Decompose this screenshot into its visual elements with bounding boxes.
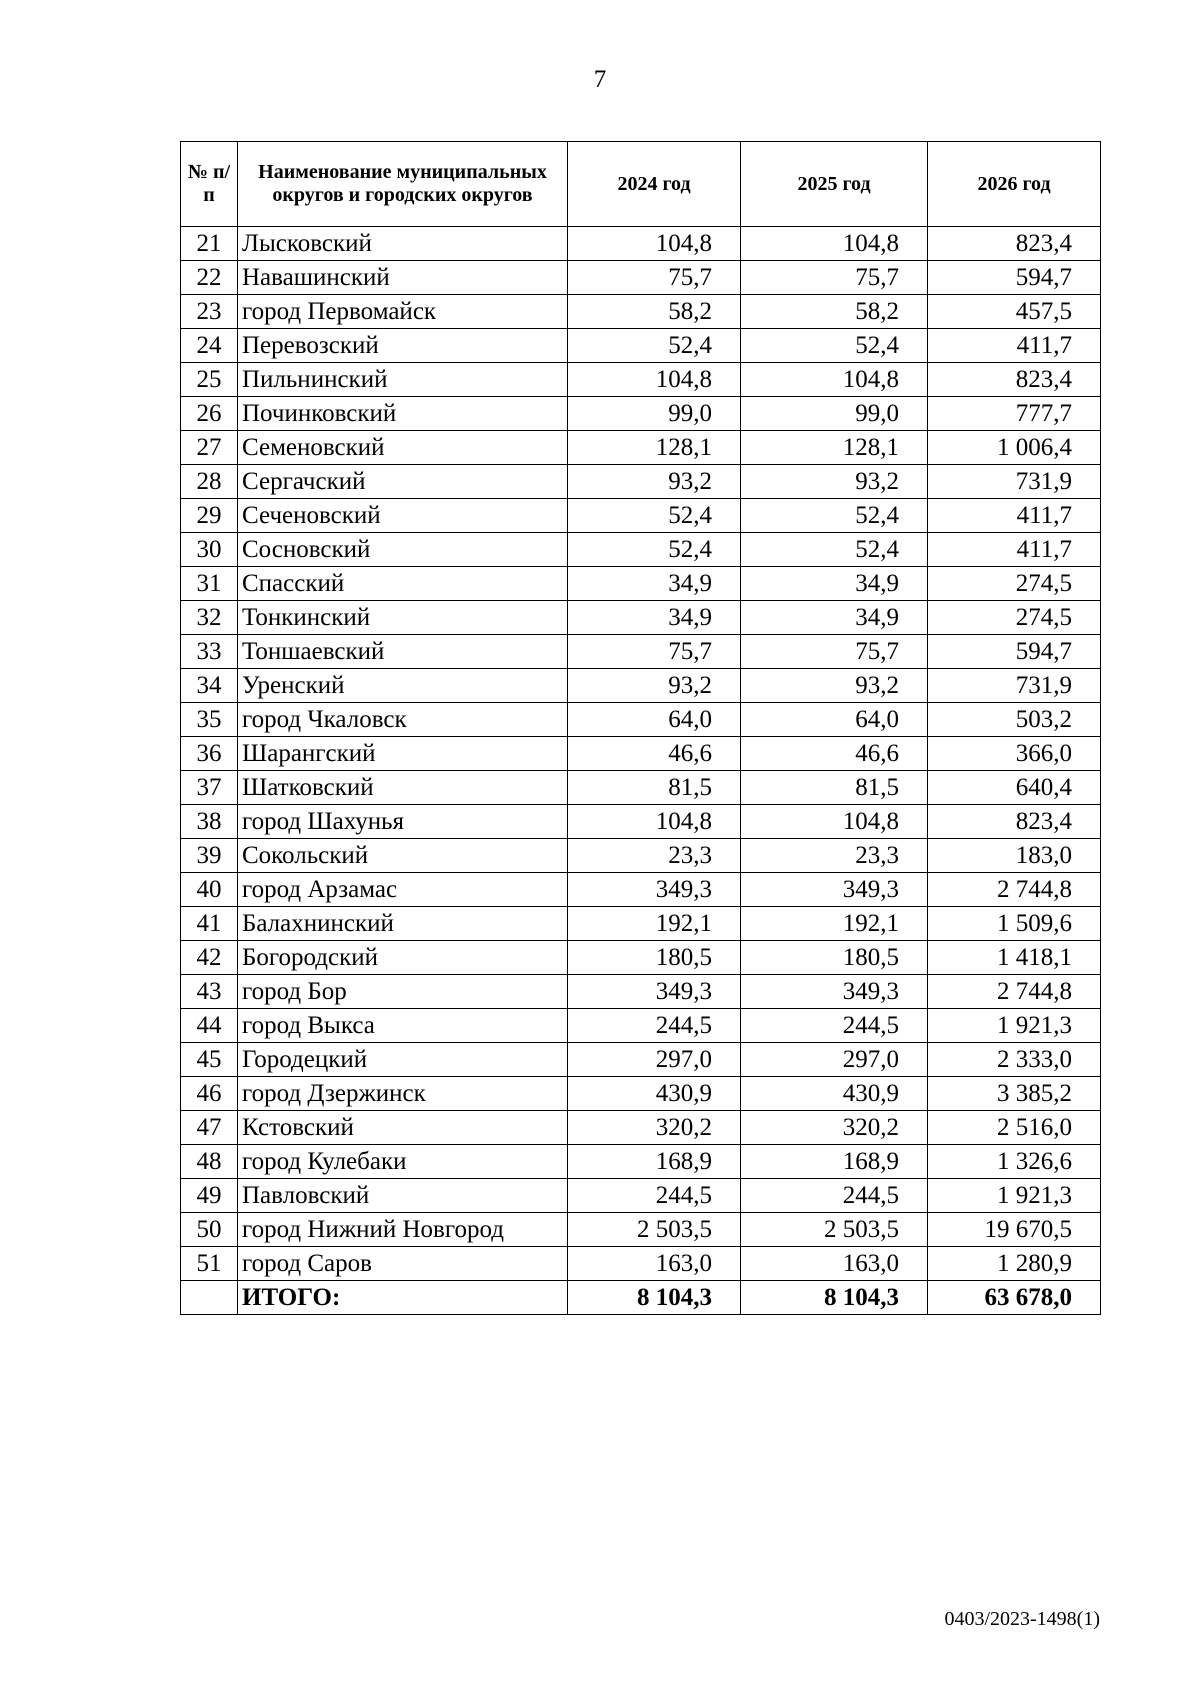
row-number: 36 (181, 737, 238, 771)
value-2026: 594,7 (928, 635, 1101, 669)
header-2026: 2026 год (928, 142, 1101, 227)
row-number: 47 (181, 1111, 238, 1145)
value-2024: 2 503,5 (568, 1213, 741, 1247)
value-2026: 1 280,9 (928, 1247, 1101, 1281)
value-2025: 128,1 (741, 431, 928, 465)
table-row (181, 635, 1101, 669)
value-2024: 52,4 (568, 533, 741, 567)
row-number: 45 (181, 1043, 238, 1077)
table-row (181, 499, 1101, 533)
value-2024: 320,2 (568, 1111, 741, 1145)
value-2025: 2 503,5 (741, 1213, 928, 1247)
row-number: 24 (181, 329, 238, 363)
value-2026: 1 509,6 (928, 907, 1101, 941)
table-header-row (181, 142, 1101, 227)
district-name: город Первомайск (238, 295, 568, 329)
district-name: город Кулебаки (238, 1145, 568, 1179)
value-2026: 1 418,1 (928, 941, 1101, 975)
value-2025: 46,6 (741, 737, 928, 771)
value-2025: 168,9 (741, 1145, 928, 1179)
row-number: 51 (181, 1247, 238, 1281)
district-name: Сосновский (238, 533, 568, 567)
row-number: 48 (181, 1145, 238, 1179)
value-2025: 430,9 (741, 1077, 928, 1111)
row-number: 23 (181, 295, 238, 329)
value-2025: 349,3 (741, 873, 928, 907)
value-2025: 52,4 (741, 499, 928, 533)
value-2026: 183,0 (928, 839, 1101, 873)
value-2024: 163,0 (568, 1247, 741, 1281)
district-name: Спасский (238, 567, 568, 601)
total-2024: 8 104,3 (568, 1281, 741, 1315)
value-2024: 75,7 (568, 261, 741, 295)
value-2026: 1 326,6 (928, 1145, 1101, 1179)
table-row (181, 465, 1101, 499)
row-number: 40 (181, 873, 238, 907)
district-name: Навашинский (238, 261, 568, 295)
table-row (181, 397, 1101, 431)
value-2024: 34,9 (568, 567, 741, 601)
value-2024: 81,5 (568, 771, 741, 805)
value-2025: 192,1 (741, 907, 928, 941)
table-row (181, 533, 1101, 567)
table-row (181, 363, 1101, 397)
row-number: 37 (181, 771, 238, 805)
row-number: 43 (181, 975, 238, 1009)
value-2025: 163,0 (741, 1247, 928, 1281)
district-name: Лысковский (238, 227, 568, 261)
header-name: Наименование муниципальных округов и городских округов (238, 142, 568, 227)
value-2024: 104,8 (568, 227, 741, 261)
total-num-cell (181, 1281, 238, 1315)
table-row (181, 601, 1101, 635)
row-number: 35 (181, 703, 238, 737)
table-row (181, 1145, 1101, 1179)
table-body (181, 227, 1101, 1281)
value-2026: 411,7 (928, 329, 1101, 363)
value-2025: 64,0 (741, 703, 928, 737)
row-number: 34 (181, 669, 238, 703)
page-number: 7 (593, 66, 607, 93)
budget-table (180, 141, 1101, 1315)
table-row (181, 771, 1101, 805)
row-number: 46 (181, 1077, 238, 1111)
row-number: 42 (181, 941, 238, 975)
value-2025: 93,2 (741, 465, 928, 499)
value-2026: 640,4 (928, 771, 1101, 805)
value-2025: 104,8 (741, 227, 928, 261)
district-name: город Чкаловск (238, 703, 568, 737)
district-name: Городецкий (238, 1043, 568, 1077)
district-name: город Шахунья (238, 805, 568, 839)
value-2024: 99,0 (568, 397, 741, 431)
district-name: город Выкса (238, 1009, 568, 1043)
header-2025: 2025 год (741, 142, 928, 227)
value-2025: 297,0 (741, 1043, 928, 1077)
district-name: Тонкинский (238, 601, 568, 635)
table-row (181, 737, 1101, 771)
value-2026: 411,7 (928, 499, 1101, 533)
district-name: Пильнинский (238, 363, 568, 397)
table-row (181, 295, 1101, 329)
value-2025: 244,5 (741, 1179, 928, 1213)
value-2024: 128,1 (568, 431, 741, 465)
value-2024: 104,8 (568, 805, 741, 839)
value-2026: 2 516,0 (928, 1111, 1101, 1145)
row-number: 32 (181, 601, 238, 635)
district-name: город Арзамас (238, 873, 568, 907)
value-2026: 823,4 (928, 227, 1101, 261)
value-2026: 274,5 (928, 567, 1101, 601)
value-2024: 52,4 (568, 329, 741, 363)
value-2026: 503,2 (928, 703, 1101, 737)
district-name: Богородский (238, 941, 568, 975)
value-2025: 104,8 (741, 805, 928, 839)
row-number: 22 (181, 261, 238, 295)
row-number: 25 (181, 363, 238, 397)
value-2025: 81,5 (741, 771, 928, 805)
row-number: 28 (181, 465, 238, 499)
table-row (181, 261, 1101, 295)
value-2024: 58,2 (568, 295, 741, 329)
district-name: Тоншаевский (238, 635, 568, 669)
total-row (181, 1281, 1101, 1315)
total-2025: 8 104,3 (741, 1281, 928, 1315)
row-number: 44 (181, 1009, 238, 1043)
value-2026: 1 921,3 (928, 1179, 1101, 1213)
value-2024: 75,7 (568, 635, 741, 669)
value-2024: 23,3 (568, 839, 741, 873)
table-row (181, 907, 1101, 941)
value-2026: 274,5 (928, 601, 1101, 635)
value-2024: 180,5 (568, 941, 741, 975)
district-name: Сеченовский (238, 499, 568, 533)
table-row (181, 431, 1101, 465)
value-2024: 430,9 (568, 1077, 741, 1111)
total-2026: 63 678,0 (928, 1281, 1101, 1315)
value-2024: 192,1 (568, 907, 741, 941)
table-row (181, 1111, 1101, 1145)
district-name: Шатковский (238, 771, 568, 805)
value-2026: 823,4 (928, 363, 1101, 397)
row-number: 50 (181, 1213, 238, 1247)
table-row (181, 1247, 1101, 1281)
table-row (181, 1009, 1101, 1043)
row-number: 38 (181, 805, 238, 839)
header-2024: 2024 год (568, 142, 741, 227)
value-2026: 3 385,2 (928, 1077, 1101, 1111)
row-number: 49 (181, 1179, 238, 1213)
value-2024: 52,4 (568, 499, 741, 533)
district-name: Сергачский (238, 465, 568, 499)
table-row (181, 975, 1101, 1009)
value-2026: 2 333,0 (928, 1043, 1101, 1077)
row-number: 27 (181, 431, 238, 465)
value-2024: 46,6 (568, 737, 741, 771)
district-name: Шарангский (238, 737, 568, 771)
value-2025: 52,4 (741, 533, 928, 567)
row-number: 31 (181, 567, 238, 601)
table-row (181, 1043, 1101, 1077)
value-2026: 2 744,8 (928, 873, 1101, 907)
header-num: № п/п (181, 142, 238, 227)
value-2026: 594,7 (928, 261, 1101, 295)
table-row (181, 941, 1101, 975)
value-2024: 297,0 (568, 1043, 741, 1077)
row-number: 33 (181, 635, 238, 669)
value-2025: 104,8 (741, 363, 928, 397)
district-name: Семеновский (238, 431, 568, 465)
table-row (181, 669, 1101, 703)
district-name: Сокольский (238, 839, 568, 873)
district-name: Балахнинский (238, 907, 568, 941)
row-number: 26 (181, 397, 238, 431)
row-number: 41 (181, 907, 238, 941)
value-2024: 244,5 (568, 1179, 741, 1213)
value-2026: 731,9 (928, 465, 1101, 499)
value-2025: 180,5 (741, 941, 928, 975)
value-2024: 244,5 (568, 1009, 741, 1043)
table-row (181, 873, 1101, 907)
district-name: город Нижний Новгород (238, 1213, 568, 1247)
value-2025: 52,4 (741, 329, 928, 363)
row-number: 29 (181, 499, 238, 533)
table-row (181, 567, 1101, 601)
table-row (181, 227, 1101, 261)
value-2026: 731,9 (928, 669, 1101, 703)
district-name: Павловский (238, 1179, 568, 1213)
row-number: 39 (181, 839, 238, 873)
value-2026: 366,0 (928, 737, 1101, 771)
value-2025: 34,9 (741, 601, 928, 635)
value-2025: 58,2 (741, 295, 928, 329)
value-2024: 93,2 (568, 669, 741, 703)
row-number: 21 (181, 227, 238, 261)
table-row (181, 1077, 1101, 1111)
table-row (181, 1179, 1101, 1213)
row-number: 30 (181, 533, 238, 567)
value-2026: 2 744,8 (928, 975, 1101, 1009)
district-name: город Бор (238, 975, 568, 1009)
table-row (181, 703, 1101, 737)
value-2025: 75,7 (741, 635, 928, 669)
value-2025: 75,7 (741, 261, 928, 295)
table-row (181, 1213, 1101, 1247)
value-2024: 34,9 (568, 601, 741, 635)
district-name: город Дзержинск (238, 1077, 568, 1111)
district-name: Перевозский (238, 329, 568, 363)
value-2025: 99,0 (741, 397, 928, 431)
total-label: ИТОГО: (238, 1281, 568, 1315)
value-2026: 823,4 (928, 805, 1101, 839)
table-row (181, 805, 1101, 839)
value-2025: 320,2 (741, 1111, 928, 1145)
value-2024: 93,2 (568, 465, 741, 499)
value-2025: 349,3 (741, 975, 928, 1009)
table-row (181, 839, 1101, 873)
value-2026: 1 006,4 (928, 431, 1101, 465)
district-name: Уренский (238, 669, 568, 703)
value-2025: 23,3 (741, 839, 928, 873)
value-2026: 1 921,3 (928, 1009, 1101, 1043)
district-name: город Саров (238, 1247, 568, 1281)
district-name: Кстовский (238, 1111, 568, 1145)
table-row (181, 329, 1101, 363)
value-2024: 64,0 (568, 703, 741, 737)
value-2026: 19 670,5 (928, 1213, 1101, 1247)
value-2024: 349,3 (568, 975, 741, 1009)
value-2024: 168,9 (568, 1145, 741, 1179)
value-2026: 777,7 (928, 397, 1101, 431)
document-code: 0403/2023-1498(1) (944, 1608, 1100, 1630)
value-2024: 104,8 (568, 363, 741, 397)
value-2024: 349,3 (568, 873, 741, 907)
value-2026: 411,7 (928, 533, 1101, 567)
value-2025: 34,9 (741, 567, 928, 601)
district-name: Починковский (238, 397, 568, 431)
value-2026: 457,5 (928, 295, 1101, 329)
value-2025: 93,2 (741, 669, 928, 703)
value-2025: 244,5 (741, 1009, 928, 1043)
